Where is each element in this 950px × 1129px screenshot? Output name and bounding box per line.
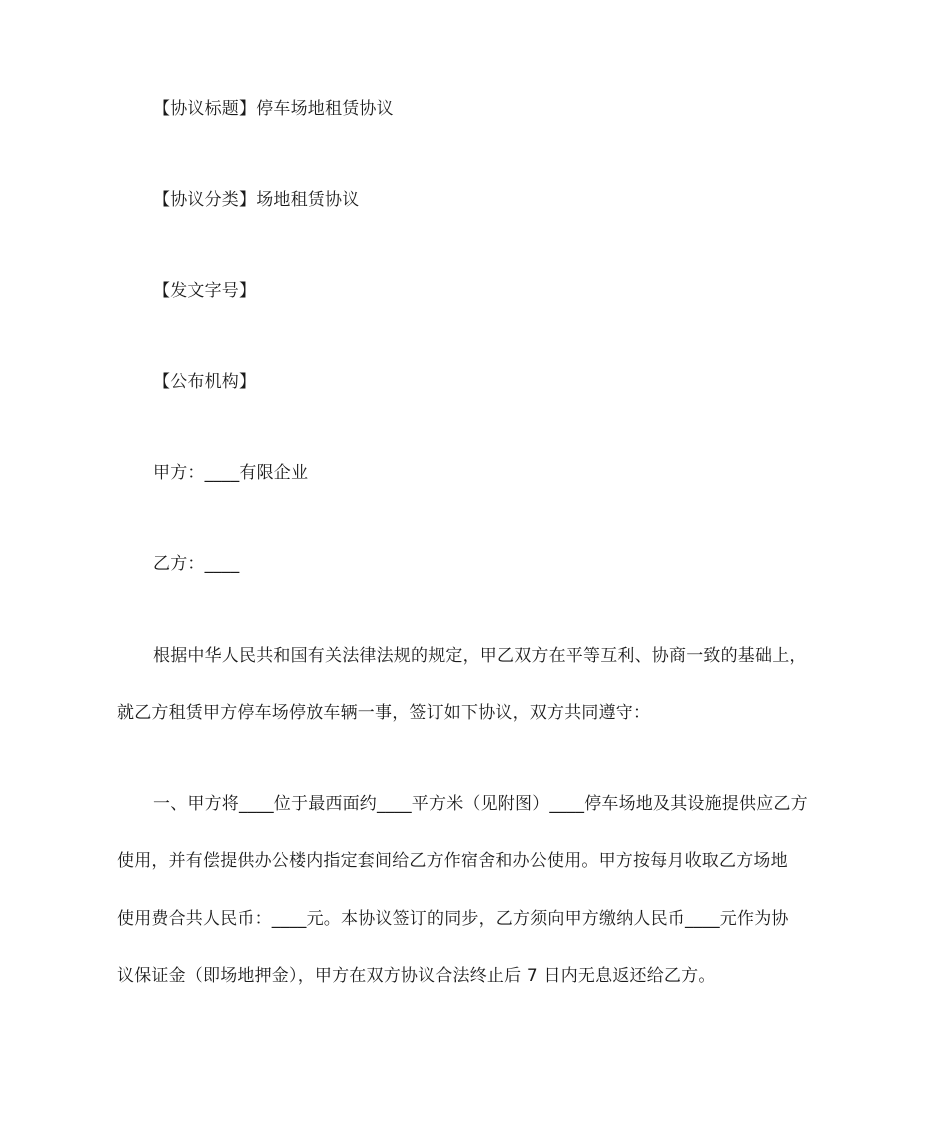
agreement-category-line: 【协议分类】场地租赁协议 xyxy=(153,190,360,210)
preamble-line-1: 根据中华人民共和国有关法律法规的规定，甲乙双方在平等互利、协商一致的基础上， xyxy=(153,646,807,666)
publisher-line: 【公布机构】 xyxy=(153,372,257,392)
party-a-line: 甲方：____有限企业 xyxy=(153,463,309,483)
clause-1-line-4: 议保证金（即场地押金），甲方在双方协议合法终止后 7 日内无息返还给乙方。 xyxy=(117,966,716,986)
document-number-line: 【发文字号】 xyxy=(153,281,257,301)
clause-1-line-2: 使用，并有偿提供办公楼内指定套间给乙方作宿舍和办公使用。甲方按每月收取乙方场地 xyxy=(117,851,788,871)
clause-1-line-3: 使用费合共人民币：____元。本协议签订的同步，乙方须向甲方缴纳人民币____元作为协 xyxy=(117,909,789,929)
clause-1-line-1: 一、甲方将____位于最西面约____平方米（见附图）____停车场地及其设施提供应乙方 xyxy=(153,794,808,814)
preamble-line-2: 就乙方租赁甲方停车场停放车辆一事，签订如下协议，双方共同遵守： xyxy=(117,703,651,723)
party-b-line: 乙方：____ xyxy=(153,554,240,574)
agreement-title-line: 【协议标题】停车场地租赁协议 xyxy=(153,99,394,119)
